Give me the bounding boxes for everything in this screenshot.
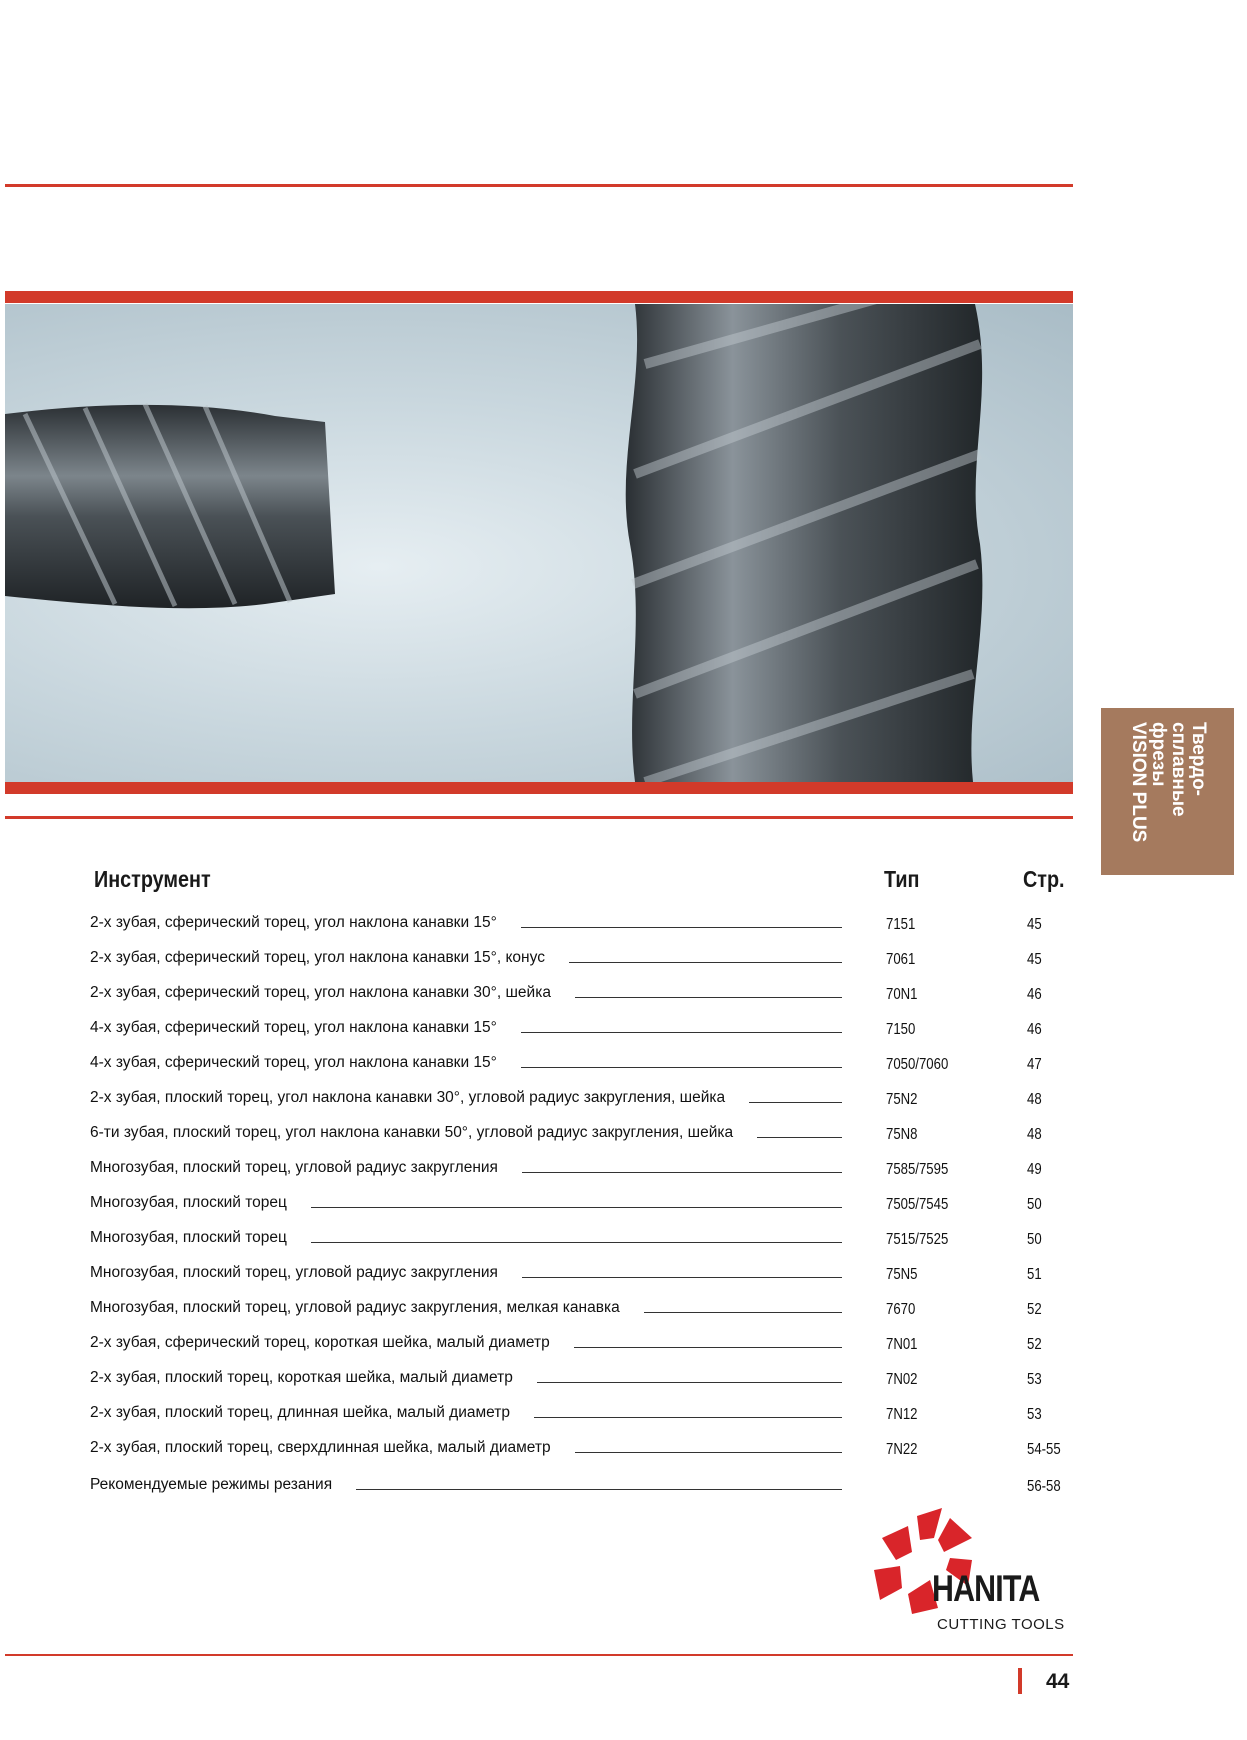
row-description: 2-х зубая, сферический торец, угол наклона канавки 15°, конус [90,948,555,968]
row-description: 2-х зубая, плоский торец, длинная шейка, малый диаметр [90,1403,520,1423]
row-page: 47 [1027,1056,1042,1073]
leader-line [521,1067,842,1068]
toc-row[interactable] [0,1263,1247,1297]
row-page: 50 [1027,1196,1042,1213]
hanita-logo [872,1508,1072,1638]
row-description: Рекомендуемые режимы резания [90,1475,342,1495]
page-number: 44 [1046,1670,1070,1693]
row-type: 7515/7525 [886,1231,949,1248]
end-mill-illustration [5,304,1073,782]
header-page: Стр. [1023,866,1065,892]
hero-bottom-bar [5,782,1073,794]
row-page: 54-55 [1027,1441,1061,1458]
logo-subtitle: CUTTING TOOLS [937,1616,1065,1633]
row-type: 7505/7545 [886,1196,949,1213]
toc-row[interactable] [0,1403,1247,1437]
row-description: 4-х зубая, сферический торец, угол наклона канавки 15° [90,1053,507,1073]
row-page: 51 [1027,1266,1042,1283]
row-page: 45 [1027,951,1042,968]
row-page: 45 [1027,916,1042,933]
row-description: 2-х зубая, плоский торец, сверхдлинная шейка, малый диаметр [90,1438,561,1458]
leader-line [521,927,842,928]
leader-line [569,962,842,963]
toc-row[interactable] [0,1018,1247,1052]
header-type: Тип [884,866,920,892]
leader-line [574,1347,842,1348]
row-page: 52 [1027,1336,1042,1353]
toc-row[interactable] [0,1158,1247,1192]
section-tab-line: фрезы [1147,721,1169,786]
toc-row[interactable] [0,1193,1247,1227]
leader-line [311,1242,842,1243]
leader-line [537,1382,842,1383]
section-tab-line: VISION PLUS [1127,721,1149,842]
toc-row[interactable] [0,1123,1247,1157]
leader-line [534,1417,842,1418]
logo-name: HANITA [932,1568,1040,1609]
leader-line [749,1102,842,1103]
row-description: 2-х зубая, сферический торец, угол наклона канавки 30°, шейка [90,983,561,1003]
row-description: Многозубая, плоский торец [90,1193,297,1213]
leader-line [644,1312,842,1313]
row-page: 56-58 [1027,1478,1061,1495]
footer-rule [5,1654,1073,1656]
row-page: 50 [1027,1231,1042,1248]
toc-row[interactable] [0,1438,1247,1472]
row-type: 75N8 [886,1126,918,1143]
hero-top-bar [5,291,1073,303]
row-page: 49 [1027,1161,1042,1178]
toc-row[interactable] [0,983,1247,1017]
toc-row[interactable] [0,948,1247,982]
row-type: 7N12 [886,1406,918,1423]
row-description: Многозубая, плоский торец [90,1228,297,1248]
top-rule [5,184,1073,187]
toc-row[interactable] [0,1475,1247,1509]
toc-row[interactable] [0,1298,1247,1332]
row-page: 53 [1027,1406,1042,1423]
leader-line [521,1032,842,1033]
toc-row[interactable] [0,1228,1247,1262]
row-type: 7N02 [886,1371,918,1388]
leader-line [311,1207,842,1208]
leader-line [522,1172,842,1173]
row-page: 48 [1027,1091,1042,1108]
row-type: 7050/7060 [886,1056,949,1073]
row-description: 4-х зубая, сферический торец, угол наклона канавки 15° [90,1018,507,1038]
hero-image-end-mills [5,304,1073,782]
leader-line [757,1137,842,1138]
toc-row[interactable] [0,913,1247,947]
row-page: 52 [1027,1301,1042,1318]
section-tab-line: Твердо- [1187,721,1209,796]
row-type: 75N5 [886,1266,918,1283]
leader-line [575,1452,842,1453]
row-description: Многозубая, плоский торец, угловой радиус закругления, мелкая канавка [90,1298,630,1318]
section-tab-line: сплавные [1167,721,1189,817]
row-description: 2-х зубая, сферический торец, угол наклона канавки 15° [90,913,507,933]
section-tab [1101,708,1234,875]
toc-row[interactable] [0,1333,1247,1367]
row-description: 2-х зубая, плоский торец, угол наклона канавки 30°, угловой радиус закругления, шейка [90,1088,735,1108]
toc-row[interactable] [0,1368,1247,1402]
leader-line [522,1277,842,1278]
row-page: 46 [1027,1021,1042,1038]
row-description: 6-ти зубая, плоский торец, угол наклона канавки 50°, угловой радиус закругления, шейка [90,1123,743,1143]
row-page: 46 [1027,986,1042,1003]
row-description: Многозубая, плоский торец, угловой радиус закругления [90,1158,508,1178]
row-page: 53 [1027,1371,1042,1388]
section-rule [5,816,1073,819]
row-type: 7N22 [886,1441,918,1458]
leader-line [356,1489,842,1490]
row-page: 48 [1027,1126,1042,1143]
toc-row[interactable] [0,1053,1247,1087]
row-type: 7061 [886,951,916,968]
header-tool: Инструмент [94,866,211,892]
row-type: 75N2 [886,1091,918,1108]
page-marker [1018,1668,1022,1694]
row-type: 7N01 [886,1336,918,1353]
row-description: 2-х зубая, плоский торец, короткая шейка, малый диаметр [90,1368,523,1388]
row-description: Многозубая, плоский торец, угловой радиус закругления [90,1263,508,1283]
row-type: 7585/7595 [886,1161,949,1178]
row-type: 7150 [886,1021,916,1038]
row-type: 7670 [886,1301,916,1318]
row-type: 7151 [886,916,916,933]
toc-row[interactable] [0,1088,1247,1122]
row-type: 70N1 [886,986,918,1003]
row-description: 2-х зубая, сферический торец, короткая шейка, малый диаметр [90,1333,560,1353]
leader-line [575,997,842,998]
